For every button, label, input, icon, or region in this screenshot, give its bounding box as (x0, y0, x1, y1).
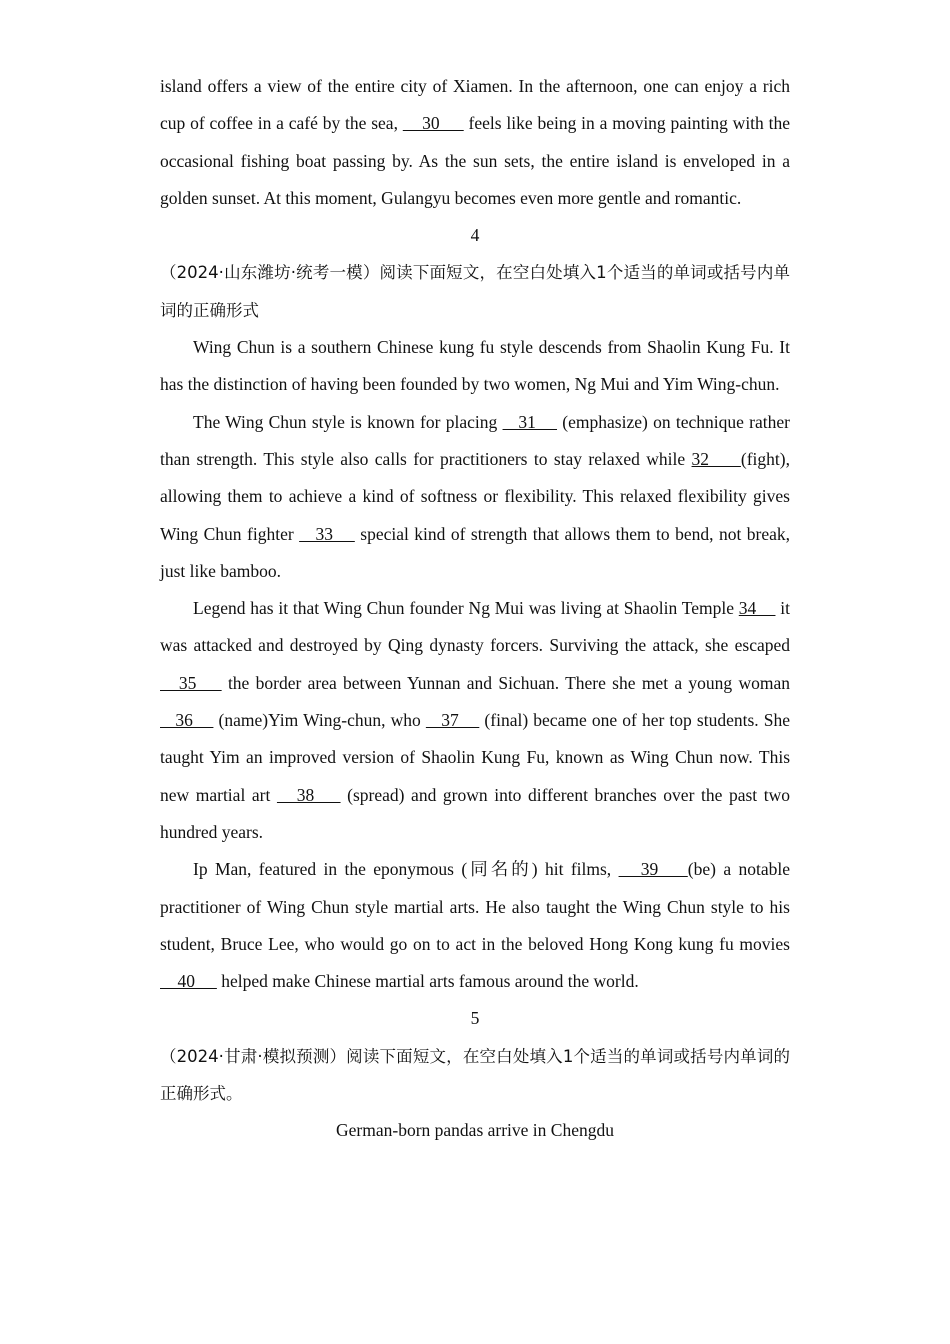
blank-30: 30 (402, 113, 464, 134)
section5-instruction: （2024·甘肃·模拟预测）阅读下面短文，在空白处填入1个适当的单词或括号内单词的正确形式。 (160, 1046, 790, 1104)
section-number-4: 4 (470, 225, 480, 246)
section4-paragraph-1: Wing Chun is a southern Chinese kung fu style descends from Shaolin Kung Fu. It has the distinction of having been founded by two women, Ng Mui and Yim Wing-chun. (160, 337, 790, 395)
blank-37: 37 (425, 710, 480, 731)
blank-39: 39 (618, 859, 688, 880)
blank-35: 35 (160, 672, 222, 693)
passage3-tail: island offers a view of the entire city of Xiamen. In the afternoon, one can enjoy a rich cup of coffee in a café by the sea, 30 feels like being in a moving painting with the occasional fishing boat passing by. As the sun sets, the entire island is enveloped in a golden sunset. At this moment, Gulangyu becomes even more gentle and romantic. (160, 76, 790, 208)
section4-instruction: （2024·山东潍坊·统考一模）阅读下面短文，在空白处填入1个适当的单词或括号内单词的正确形式 (160, 263, 790, 320)
document-page (160, 68, 790, 1150)
blank-38: 38 (276, 784, 341, 805)
blank-36: 36 (160, 710, 214, 731)
blank-32: 32 (691, 448, 741, 469)
blank-31: 31 (502, 411, 558, 432)
blank-34: 34 (738, 598, 776, 619)
section5-title: German-born pandas arrive in Chengdu (336, 1120, 614, 1141)
blank-40: 40 (160, 971, 217, 992)
blank-33: 33 (299, 523, 355, 544)
section4-paragraph-2: The Wing Chun style is known for placing 31 (emphasize) on technique rather than strength. This style also calls for practitioners to stay relaxed while 32 (fight), allowing them to achieve a kind of softness or flexibility. This relaxed flexibility gives Wing Chun fighter 33 special kind of strength that allows them to bend, not break, just like bamboo. (160, 411, 791, 581)
section-number-5: 5 (470, 1008, 480, 1029)
section4-paragraph-4: Ip Man, featured in the eponymous (同名的) hit films, 39 (be) a notable practitioner of Wing Chun style martial arts. He also taught the Wing Chun style to his student, Bruce Lee, who would go on to act in the beloved Hong Kong kung fu movies 40 helped make Chinese martial arts famous around the world. (160, 859, 791, 992)
section4-paragraph-3: Legend has it that Wing Chun founder Ng Mui was living at Shaolin Temple 34 it was attacked and destroyed by Qing dynasty forcers. Surviving the attack, she escaped 35 the border area between Yunnan and Sichuan. There she met a young woman 36 (name)Yim Wing-chun, who 37 (final) became one of her top students. She taught Yim an improved version of Shaolin Kung Fu, known as Wing Chun now. This new martial art 38 (spread) and grown into different branches over the past two hundred years. (160, 598, 791, 842)
